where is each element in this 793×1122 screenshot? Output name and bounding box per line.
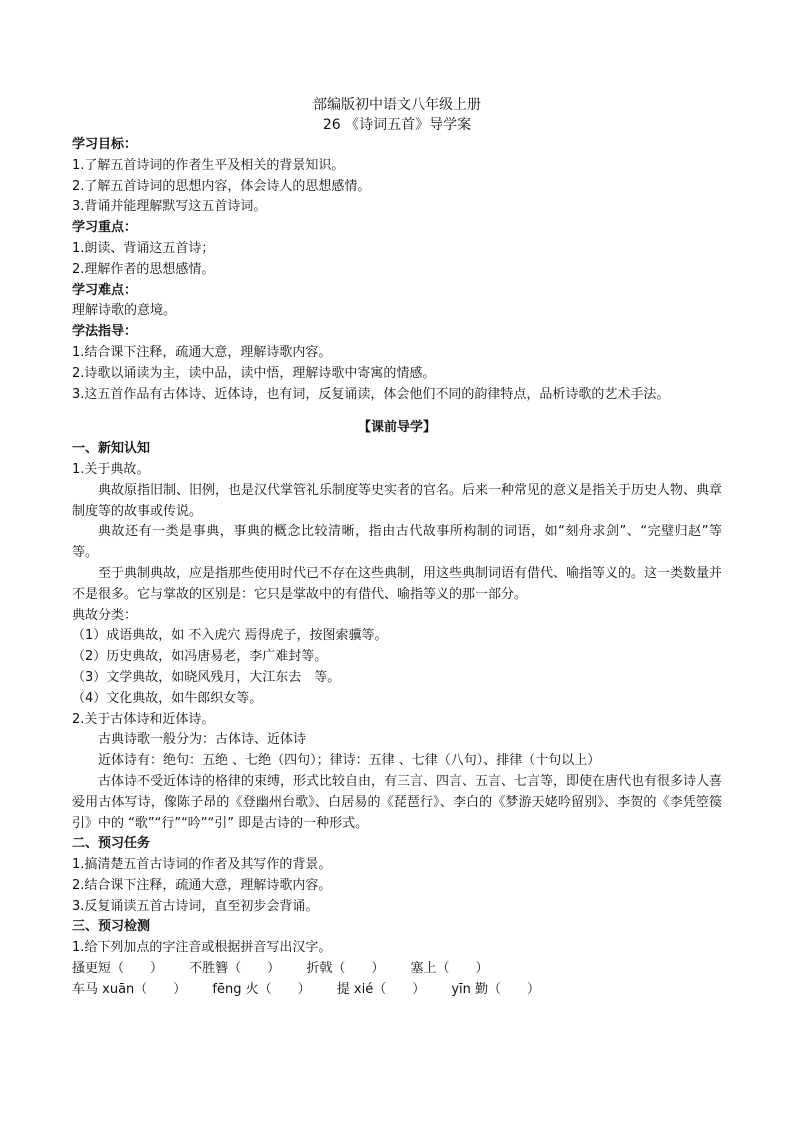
method-item: 2.诗歌以诵读为主，读中品，读中悟，理解诗歌中寄寓的情感。 — [72, 365, 436, 381]
exercise-row-2 — [72, 980, 722, 1001]
exercise-item: 车马 xuān（ ） — [72, 981, 187, 997]
check-instruction: 1.给下列加点的字注音或根据拼音写出汉字。 — [72, 940, 332, 956]
allusion-paragraph-2: 典故还有一类是事典，事典的概念比较清晰，指由古代故事所构制的词语，如“刻舟求剑”、“完璧归赵”等等。 — [72, 524, 722, 561]
objective-item: 3.背诵并能理解默写这五首诗词。 — [72, 199, 267, 215]
preview-heading: 【课前导学】 — [357, 420, 436, 436]
section1-item2: 2.关于古体诗和近体诗。 — [72, 711, 215, 727]
method-heading: 学法指导： — [72, 324, 138, 340]
exercise-item: yīn 勤（ ） — [451, 981, 541, 997]
classify-item: （3）文学典故，如晓风残月，大江东去 等。 — [72, 669, 341, 685]
poetry-paragraph-2: 近体诗有：绝句：五绝 、七绝（四句）；律诗：五律 、七律（八句）、排律（十句以上） — [98, 753, 601, 769]
task-item: 1.搞清楚五首古诗词的作者及其写作的背景。 — [72, 857, 332, 873]
section1-heading: 一、新知认知 — [72, 441, 151, 457]
objective-item: 2.了解五首诗词的思想内容，体会诗人的思想感情。 — [72, 178, 371, 194]
classify-item: （1）成语典故，如 不入虎穴 焉得虎子，按图索骥等。 — [72, 628, 388, 644]
poetry-paragraph-1: 古典诗歌一般分为：古体诗、近体诗 — [98, 732, 307, 748]
keypoints-heading: 学习重点： — [72, 220, 138, 236]
exercise-item: 折戟（ ） — [306, 961, 385, 977]
exercise-item: 塞上（ ） — [410, 961, 489, 977]
keypoint-item: 2.理解作者的思想感情。 — [72, 261, 215, 277]
classify-item: （2）历史典故，如冯唐易老，李广难封等。 — [72, 649, 328, 665]
difficulty-item: 理解诗歌的意境。 — [72, 303, 177, 319]
allusion-paragraph-3: 至于典制典故，应是指那些使用时代已不存在这些典制，用这些典制词语有借代、喻指等义的。这一类数量并不是很多。它与掌故的区别是：它只是掌故中的有借代、喻指等义的那一部分。 — [72, 565, 723, 602]
exercise-item: 不胜簪（ ） — [189, 961, 281, 977]
objectives-heading: 学习目标： — [72, 137, 138, 152]
document-page — [72, 95, 722, 1001]
difficulty-heading: 学习难点： — [72, 282, 138, 298]
classify-label: 典故分类： — [72, 607, 138, 623]
exercise-row-1 — [72, 959, 722, 980]
exercise-item: fēng 火（ ） — [212, 981, 311, 997]
section1-item1: 1.关于典故。 — [72, 461, 150, 477]
poetry-paragraph-3: 古体诗不受近体诗的格律的束缚，形式比较自由，有三言、四言、五言、七言等，即使在唐代也有很多诗人喜爱用古体写诗，像陈子昂的《登幽州台歌》、白居易的《琵琶行》、李白的《梦游天姥吟留别》、李贺的《李凭箜篌引》中的 “歌”“行”“吟”“引” 即是古诗的一种形式。 — [72, 773, 723, 831]
exercise-item: 提 xié（ ） — [336, 981, 426, 997]
exercise-item: 搔更短（ ） — [72, 961, 164, 977]
classify-item: （4）文化典故，如牛郎织女等。 — [72, 690, 263, 706]
method-item: 1.结合课下注释，疏通大意，理解诗歌内容。 — [72, 344, 332, 360]
section3-heading: 三、预习检测 — [72, 919, 151, 935]
keypoint-item: 1.朗读、背诵这五首诗； — [72, 240, 215, 256]
method-item: 3.这五首作品有古体诗、近体诗，也有词，反复诵读，体会他们不同的韵律特点，品析诗歌的艺术手法。 — [72, 386, 670, 402]
document-subtitle: 26 《诗词五首》导学案 — [322, 117, 472, 133]
task-item: 2.结合课下注释，疏通大意，理解诗歌内容。 — [72, 877, 332, 893]
document-title: 部编版初中语文八年级上册 — [313, 97, 481, 113]
objective-item: 1.了解五首诗词的作者生平及相关的背景知识。 — [72, 157, 345, 173]
task-item: 3.反复诵读五首古诗词，直至初步会背诵。 — [72, 898, 319, 914]
section2-heading: 二、预习任务 — [72, 836, 151, 852]
allusion-paragraph-1: 典故原指旧制、旧例，也是汉代掌管礼乐制度等史实者的官名。后来一种常见的意义是指关于历史人物、典章制度等的故事或传说。 — [72, 482, 723, 519]
